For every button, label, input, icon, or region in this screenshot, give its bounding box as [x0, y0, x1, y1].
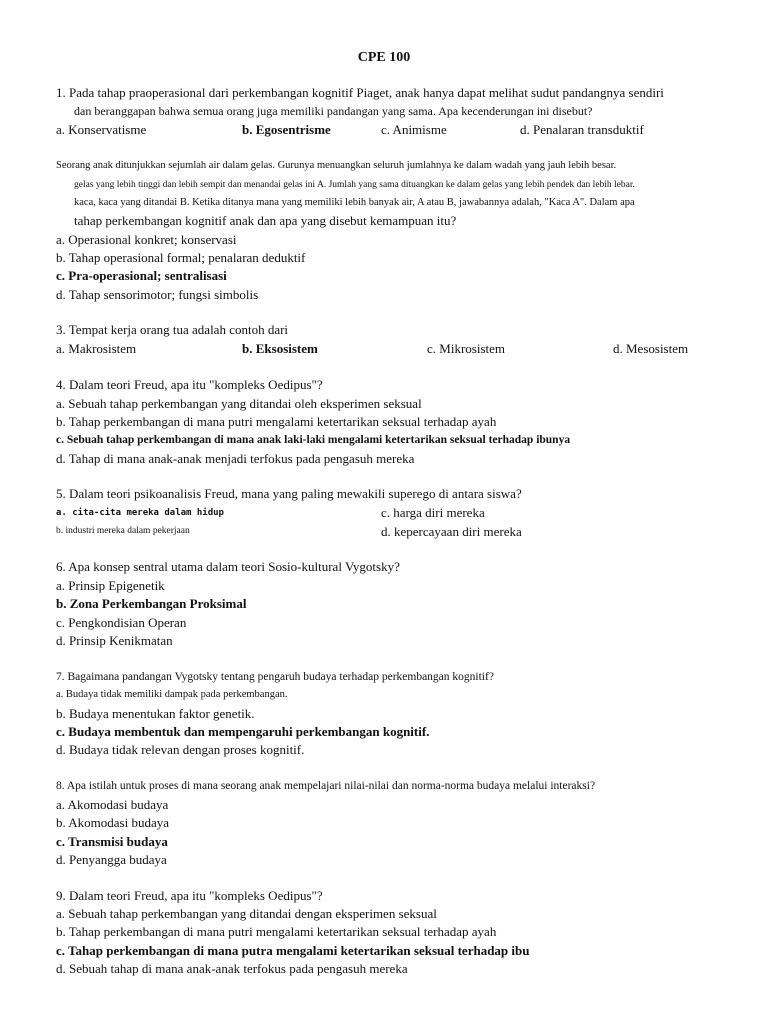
question-8-option-c-answer: c. Transmisi budaya	[56, 834, 168, 849]
question-6-option-a: a. Prinsip Epigenetik	[56, 578, 165, 593]
question-2-option-a: a. Operasional konkret; konservasi	[56, 232, 237, 247]
question-4-option-c-answer: c. Sebuah tahap perkembangan di mana anak laki-laki mengalami ketertarikan seksual terhadap ibunya	[56, 434, 571, 446]
question-1-text: 1. Pada tahap praoperasional dari perkembangan kognitif Piaget, anak hanya dapat melihat sudut pandangnya sendiri	[56, 85, 664, 100]
question-2-option-b: b. Tahap operasional formal; penalaran deduktif	[56, 250, 306, 265]
question-4-text: 4. Dalam teori Freud, apa itu "kompleks Oedipus"?	[56, 377, 323, 392]
question-3-option-a: a. Makrosistem	[56, 341, 137, 356]
question-7-text: 7. Bagaimana pandangan Vygotsky tentang pengaruh budaya terhadap perkembangan kognitif?	[56, 671, 494, 683]
question-7-option-d: d. Budaya tidak relevan dengan proses kognitif.	[56, 742, 305, 757]
question-1-option-d: d. Penalaran transduktif	[520, 122, 644, 137]
question-2-option-c-answer: c. Pra-operasional; sentralisasi	[56, 268, 227, 283]
question-7-option-a: a. Budaya tidak memiliki dampak pada perkembangan.	[56, 689, 288, 700]
question-6-option-b-answer: b. Zona Perkembangan Proksimal	[56, 596, 247, 611]
question-8-option-d: d. Penyangga budaya	[56, 852, 167, 867]
question-4-option-b: b. Tahap perkembangan di mana putri mengalami ketertarikan seksual terhadap ayah	[56, 414, 497, 429]
question-1-text-cont: dan beranggapan bahwa semua orang juga memiliki pandangan yang sama. Apa kecenderungan ini disebut?	[74, 104, 593, 118]
question-3-option-d: d. Mesosistem	[613, 341, 689, 356]
question-5-text: 5. Dalam teori psikoanalisis Freud, mana yang paling mewakili superego di antara siswa?	[56, 486, 522, 501]
question-6-text: 6. Apa konsep sentral utama dalam teori Sosio-kultural Vygotsky?	[56, 559, 400, 574]
question-5-option-d: d. kepercayaan diri mereka	[381, 524, 522, 539]
page-title: CPE 100	[357, 50, 411, 65]
question-5-option-b: b. industri mereka dalam pekerjaan	[56, 526, 190, 536]
question-5-option-c: c. harga diri mereka	[381, 505, 485, 520]
question-6-option-d: d. Prinsip Kenikmatan	[56, 633, 173, 648]
question-9-text: 9. Dalam teori Freud, apa itu "kompleks Oedipus"?	[56, 888, 323, 903]
question-3-option-c: c. Mikrosistem	[427, 341, 505, 356]
question-4-option-a: a. Sebuah tahap perkembangan yang ditandai oleh eksperimen seksual	[56, 396, 422, 411]
question-3-option-b-answer: b. Eksosistem	[242, 341, 318, 356]
question-3-text: 3. Tempat kerja orang tua adalah contoh dari	[56, 322, 289, 337]
question-9-option-d: d. Sebuah tahap di mana anak-anak terfokus pada pengasuh mereka	[56, 961, 408, 976]
question-7-option-c-answer: c. Budaya membentuk dan mempengaruhi perkembangan kognitif.	[56, 724, 430, 739]
question-6-option-c: c. Pengkondisian Operan	[56, 615, 187, 630]
question-1-option-c: c. Animisme	[381, 122, 447, 137]
question-4-option-d: d. Tahap di mana anak-anak menjadi terfokus pada pengasuh mereka	[56, 451, 415, 466]
question-1-option-a: a. Konservatisme	[56, 122, 147, 137]
question-9-option-a: a. Sebuah tahap perkembangan yang ditandai dengan eksperimen seksual	[56, 906, 437, 921]
question-8-text: 8. Apa istilah untuk proses di mana seorang anak mempelajari nilai-nilai dan norma-norma budaya melalui interaksi?	[56, 780, 596, 792]
question-2-text: Seorang anak ditunjukkan sejumlah air dalam gelas. Gurunya menuangkan seluruh jumlahnya ke dalam wadah yang jauh lebih besar.	[56, 160, 617, 171]
question-8-option-a: a. Akomodasi budaya	[56, 797, 169, 812]
question-2-text-cont-3: tahap perkembangan kognitif anak dan apa yang disebut kemampuan itu?	[74, 213, 457, 228]
question-9-option-b: b. Tahap perkembangan di mana putri mengalami ketertarikan seksual terhadap ayah	[56, 924, 497, 939]
question-1-option-b-answer: b. Egosentrisme	[242, 122, 331, 137]
question-2-text-cont-2: kaca, kaca yang ditandai B. Ketika ditanya mana yang memiliki lebih banyak air, A atau B, jawabannya adalah, "Kaca A". Dalam apa	[74, 197, 635, 208]
question-8-option-b: b. Akomodasi budaya	[56, 815, 170, 830]
question-2-text-cont-1: gelas yang lebih tinggi dan lebih sempit dan menandai gelas ini A. Jumlah yang sama dituangkan ke dalam gelas yang lebih pendek dan lebih lebar.	[74, 180, 635, 190]
question-7-option-b: b. Budaya menentukan faktor genetik.	[56, 706, 255, 721]
question-9-option-c-answer: c. Tahap perkembangan di mana putra mengalami ketertarikan seksual terhadap ibu	[56, 943, 530, 958]
question-5-option-a-answer: a. cita-cita mereka dalam hidup	[56, 508, 224, 518]
question-2-option-d: d. Tahap sensorimotor; fungsi simbolis	[56, 287, 259, 302]
